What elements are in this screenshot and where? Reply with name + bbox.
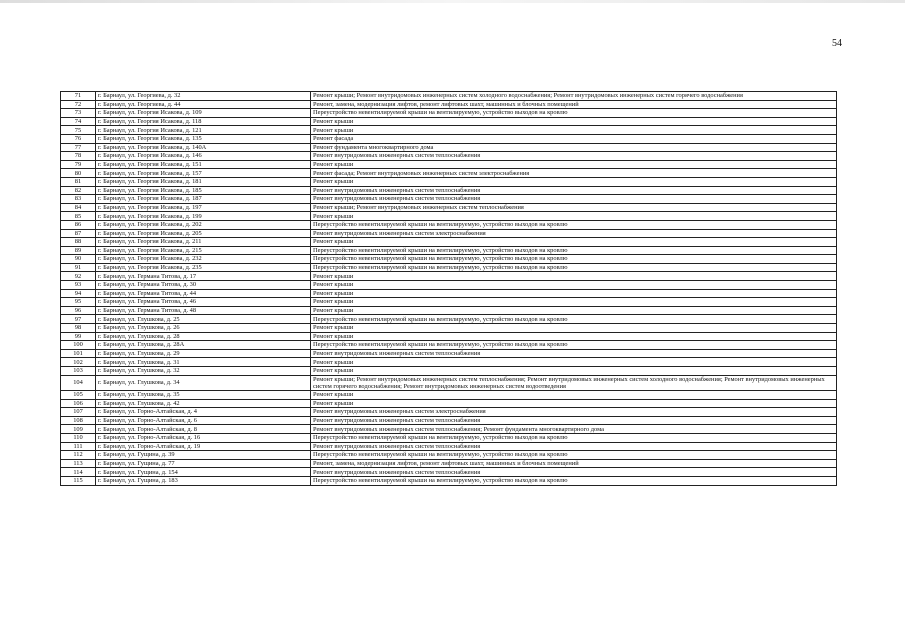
row-address: г. Барнаул, ул. Глушкова, д. 31	[96, 358, 311, 367]
row-work-type: Ремонт внутридомовых инженерных систем теплоснабжения	[311, 416, 837, 425]
repair-register-table	[60, 91, 837, 486]
row-address: г. Барнаул, ул. Горно-Алтайская, д. 16	[96, 433, 311, 442]
row-work-type: Ремонт внутридомовых инженерных систем теплоснабжения	[311, 152, 837, 161]
row-address: г. Барнаул, ул. Германа Титова, д. 48	[96, 306, 311, 315]
row-number: 77	[61, 143, 96, 152]
row-number: 84	[61, 203, 96, 212]
row-work-type: Переустройство невентилируемой крыши на вентилируемую, устройство выходов на кровлю	[311, 263, 837, 272]
row-number: 90	[61, 255, 96, 264]
row-work-type: Ремонт внутридомовых инженерных систем теплоснабжения	[311, 468, 837, 477]
row-work-type: Ремонт крыши	[311, 272, 837, 281]
row-number: 114	[61, 468, 96, 477]
row-address: г. Барнаул, ул. Георгия Исакова, д. 235	[96, 263, 311, 272]
row-number: 111	[61, 442, 96, 451]
row-number: 110	[61, 433, 96, 442]
row-address: г. Барнаул, ул. Горно-Алтайская, д. 8	[96, 425, 311, 434]
row-number: 79	[61, 160, 96, 169]
row-number: 99	[61, 332, 96, 341]
row-address: г. Барнаул, ул. Глушкова, д. 28А	[96, 341, 311, 350]
row-address: г. Барнаул, ул. Георгия Исакова, д. 197	[96, 203, 311, 212]
row-address: г. Барнаул, ул. Георгия Исакова, д. 232	[96, 255, 311, 264]
row-work-type: Ремонт фундамента многоквартирного дома	[311, 143, 837, 152]
row-number: 76	[61, 134, 96, 143]
row-address: г. Барнаул, ул. Глушкова, д. 28	[96, 332, 311, 341]
table-row	[61, 425, 837, 434]
row-work-type: Переустройство невентилируемой крыши на вентилируемую, устройство выходов на кровлю	[311, 220, 837, 229]
row-work-type: Переустройство невентилируемой крыши на вентилируемую, устройство выходов на кровлю	[311, 255, 837, 264]
row-work-type: Ремонт, замена, модернизация лифтов, ремонт лифтовых шахт, машинных и блочных помещений	[311, 459, 837, 468]
row-number: 112	[61, 451, 96, 460]
table-row	[61, 177, 837, 186]
row-work-type: Ремонт фасада	[311, 134, 837, 143]
table-row	[61, 92, 837, 101]
row-address: г. Барнаул, ул. Германа Титова, д. 44	[96, 289, 311, 298]
table-row	[61, 349, 837, 358]
row-address: г. Барнаул, ул. Германа Титова, д. 17	[96, 272, 311, 281]
row-work-type: Переустройство невентилируемой крыши на вентилируемую, устройство выходов на кровлю	[311, 341, 837, 350]
row-number: 93	[61, 281, 96, 290]
row-work-type: Переустройство невентилируемой крыши на вентилируемую, устройство выходов на кровлю	[311, 451, 837, 460]
row-address: г. Барнаул, ул. Георгия Исакова, д. 211	[96, 238, 311, 247]
table-row	[61, 332, 837, 341]
row-work-type: Ремонт крыши; Ремонт внутридомовых инженерных систем теплоснабжения	[311, 203, 837, 212]
row-work-type: Ремонт крыши	[311, 126, 837, 135]
row-work-type: Ремонт внутридомовых инженерных систем электроснабжения	[311, 408, 837, 417]
row-number: 106	[61, 399, 96, 408]
row-work-type: Ремонт внутридомовых инженерных систем теплоснабжения	[311, 349, 837, 358]
table-row	[61, 143, 837, 152]
table-row	[61, 160, 837, 169]
row-number: 81	[61, 177, 96, 186]
row-number: 83	[61, 195, 96, 204]
table-row	[61, 220, 837, 229]
table-row	[61, 100, 837, 109]
row-number: 86	[61, 220, 96, 229]
row-work-type: Переустройство невентилируемой крыши на вентилируемую, устройство выходов на кровлю	[311, 476, 837, 485]
row-work-type: Ремонт фасада; Ремонт внутридомовых инженерных систем электроснабжения	[311, 169, 837, 178]
table-row	[61, 186, 837, 195]
row-work-type: Переустройство невентилируемой крыши на вентилируемую, устройство выходов на кровлю	[311, 109, 837, 118]
row-number: 91	[61, 263, 96, 272]
row-number: 89	[61, 246, 96, 255]
table-row	[61, 263, 837, 272]
row-work-type: Переустройство невентилируемой крыши на вентилируемую, устройство выходов на кровлю	[311, 315, 837, 324]
row-work-type: Ремонт крыши	[311, 358, 837, 367]
row-address: г. Барнаул, ул. Георгия Исакова, д. 146	[96, 152, 311, 161]
row-number: 113	[61, 459, 96, 468]
row-work-type: Ремонт крыши	[311, 177, 837, 186]
table-row	[61, 272, 837, 281]
table-row	[61, 408, 837, 417]
row-work-type: Ремонт крыши	[311, 289, 837, 298]
row-address: г. Барнаул, ул. Георгия Исакова, д. 215	[96, 246, 311, 255]
row-work-type: Ремонт крыши	[311, 391, 837, 400]
row-address: г. Барнаул, ул. Георгия Исакова, д. 121	[96, 126, 311, 135]
row-number: 73	[61, 109, 96, 118]
row-work-type: Ремонт крыши	[311, 212, 837, 221]
row-number: 105	[61, 391, 96, 400]
row-address: г. Барнаул, ул. Гущина, д. 183	[96, 476, 311, 485]
table-row	[61, 229, 837, 238]
row-number: 87	[61, 229, 96, 238]
table-row	[61, 212, 837, 221]
row-work-type: Ремонт крыши	[311, 399, 837, 408]
row-address: г. Барнаул, ул. Гущина, д. 154	[96, 468, 311, 477]
page-number: 54	[832, 38, 842, 49]
row-number: 109	[61, 425, 96, 434]
table-row	[61, 238, 837, 247]
table-row	[61, 315, 837, 324]
table-row	[61, 195, 837, 204]
row-address: г. Барнаул, ул. Гущина, д. 77	[96, 459, 311, 468]
row-number: 96	[61, 306, 96, 315]
row-address: г. Барнаул, ул. Горно-Алтайская, д. 19	[96, 442, 311, 451]
row-number: 78	[61, 152, 96, 161]
row-address: г. Барнаул, ул. Гущина, д. 39	[96, 451, 311, 460]
row-work-type: Переустройство невентилируемой крыши на вентилируемую, устройство выходов на кровлю	[311, 246, 837, 255]
table-row	[61, 152, 837, 161]
row-work-type: Ремонт, замена, модернизация лифтов, ремонт лифтовых шахт, машинных и блочных помещений	[311, 100, 837, 109]
row-number: 92	[61, 272, 96, 281]
row-address: г. Барнаул, ул. Георгия Исакова, д. 151	[96, 160, 311, 169]
table-row	[61, 442, 837, 451]
row-work-type: Ремонт крыши	[311, 281, 837, 290]
row-number: 88	[61, 238, 96, 247]
table-row	[61, 289, 837, 298]
row-address: г. Барнаул, ул. Георгия Исакова, д. 181	[96, 177, 311, 186]
row-number: 115	[61, 476, 96, 485]
table-row	[61, 169, 837, 178]
table-row	[61, 281, 837, 290]
table-row	[61, 341, 837, 350]
row-work-type: Ремонт внутридомовых инженерных систем теплоснабжения	[311, 186, 837, 195]
row-work-type: Ремонт крыши	[311, 238, 837, 247]
table-row	[61, 451, 837, 460]
row-work-type: Ремонт крыши	[311, 332, 837, 341]
row-work-type: Ремонт крыши	[311, 306, 837, 315]
row-number: 98	[61, 324, 96, 333]
row-number: 74	[61, 117, 96, 126]
row-work-type: Ремонт крыши	[311, 367, 837, 376]
row-work-type: Ремонт крыши	[311, 160, 837, 169]
row-work-type: Переустройство невентилируемой крыши на вентилируемую, устройство выходов на кровлю	[311, 433, 837, 442]
row-number: 80	[61, 169, 96, 178]
row-address: г. Барнаул, ул. Георгия Исакова, д. 157	[96, 169, 311, 178]
row-address: г. Барнаул, ул. Георгия Исакова, д. 187	[96, 195, 311, 204]
row-work-type: Ремонт крыши; Ремонт внутридомовых инженерных систем холодного водоснабжения; Ремонт внутридомовых инженерных систем горячего водоснабжения	[311, 92, 837, 101]
row-address: г. Барнаул, ул. Георгия Исакова, д. 202	[96, 220, 311, 229]
table-row	[61, 246, 837, 255]
row-work-type: Ремонт крыши	[311, 117, 837, 126]
row-address: г. Барнаул, ул. Глушкова, д. 29	[96, 349, 311, 358]
row-address: г. Барнаул, ул. Глушкова, д. 26	[96, 324, 311, 333]
row-address: г. Барнаул, ул. Горно-Алтайская, д. 4	[96, 408, 311, 417]
row-address: г. Барнаул, ул. Георгия Исакова, д. 205	[96, 229, 311, 238]
row-number: 95	[61, 298, 96, 307]
row-address: г. Барнаул, ул. Глушкова, д. 25	[96, 315, 311, 324]
row-work-type: Ремонт внутридомовых инженерных систем электроснабжения	[311, 229, 837, 238]
table-row	[61, 324, 837, 333]
row-address: г. Барнаул, ул. Глушкова, д. 34	[96, 375, 311, 390]
row-number: 85	[61, 212, 96, 221]
row-work-type: Ремонт внутридомовых инженерных систем теплоснабжения; Ремонт фундамента многоквартирного дома	[311, 425, 837, 434]
table-row	[61, 358, 837, 367]
table-row	[61, 255, 837, 264]
row-address: г. Барнаул, ул. Германа Титова, д. 30	[96, 281, 311, 290]
row-number: 100	[61, 341, 96, 350]
table-row	[61, 391, 837, 400]
table-row	[61, 459, 837, 468]
table-row	[61, 109, 837, 118]
row-number: 104	[61, 375, 96, 390]
row-address: г. Барнаул, ул. Георгия Исакова, д. 118	[96, 117, 311, 126]
row-address: г. Барнаул, ул. Георгиева, д. 44	[96, 100, 311, 109]
table-row	[61, 476, 837, 485]
row-address: г. Барнаул, ул. Германа Титова, д. 46	[96, 298, 311, 307]
table-row	[61, 367, 837, 376]
table-row	[61, 126, 837, 135]
table-row	[61, 399, 837, 408]
row-number: 102	[61, 358, 96, 367]
row-number: 71	[61, 92, 96, 101]
row-address: г. Барнаул, ул. Георгия Исакова, д. 199	[96, 212, 311, 221]
row-address: г. Барнаул, ул. Георгия Исакова, д. 135	[96, 134, 311, 143]
table-row	[61, 298, 837, 307]
row-number: 82	[61, 186, 96, 195]
table-row	[61, 134, 837, 143]
table-row	[61, 306, 837, 315]
row-number: 94	[61, 289, 96, 298]
table-row	[61, 416, 837, 425]
row-address: г. Барнаул, ул. Глушкова, д. 35	[96, 391, 311, 400]
row-number: 103	[61, 367, 96, 376]
row-address: г. Барнаул, ул. Георгиева, д. 32	[96, 92, 311, 101]
row-number: 107	[61, 408, 96, 417]
row-work-type: Ремонт крыши	[311, 324, 837, 333]
row-number: 101	[61, 349, 96, 358]
row-address: г. Барнаул, ул. Георгия Исакова, д. 140А	[96, 143, 311, 152]
row-address: г. Барнаул, ул. Глушкова, д. 42	[96, 399, 311, 408]
row-address: г. Барнаул, ул. Горно-Алтайская, д. 6	[96, 416, 311, 425]
row-number: 72	[61, 100, 96, 109]
row-work-type: Ремонт внутридомовых инженерных систем теплоснабжения	[311, 442, 837, 451]
table-row	[61, 433, 837, 442]
row-address: г. Барнаул, ул. Георгия Исакова, д. 185	[96, 186, 311, 195]
table-row	[61, 375, 837, 390]
row-number: 97	[61, 315, 96, 324]
table-body	[61, 92, 837, 486]
table-row	[61, 468, 837, 477]
row-work-type: Ремонт внутридомовых инженерных систем теплоснабжения	[311, 195, 837, 204]
row-number: 75	[61, 126, 96, 135]
table-row	[61, 203, 837, 212]
row-work-type: Ремонт крыши	[311, 298, 837, 307]
table-row	[61, 117, 837, 126]
row-address: г. Барнаул, ул. Георгия Исакова, д. 109	[96, 109, 311, 118]
row-number: 108	[61, 416, 96, 425]
row-work-type: Ремонт крыши; Ремонт внутридомовых инженерных систем теплоснабжения; Ремонт внутридомовых инженерных систем холодного водоснабжения; Ремонт внутридомовых инженерных систем горячего водоснабжения; Ремонт внутридомовых инженерных систем водоотведения	[311, 375, 837, 390]
row-address: г. Барнаул, ул. Глушкова, д. 32	[96, 367, 311, 376]
scan-edge	[0, 0, 905, 3]
